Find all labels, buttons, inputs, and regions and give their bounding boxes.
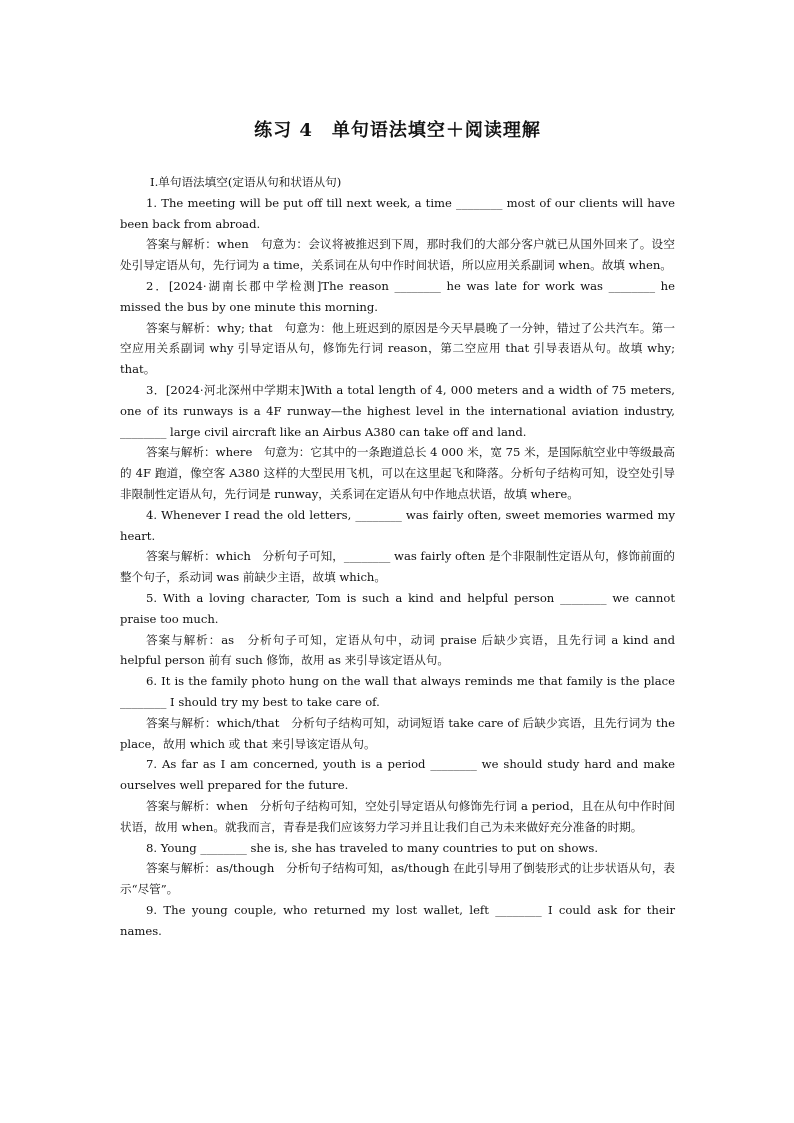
question-7: 7. As far as I am concerned, youth is a period ________ we should study hard and make ourselves well prepared for the future. — [120, 757, 675, 793]
answer-7: 答案与解析：when 分析句子结构可知，空处引导定语从句修饰先行词 a period，且在从句中作时间状语，故用 when。就我而言，青春是我们应该努力学习并且让我们自己为未来做好充分准备的时期。 — [120, 798, 675, 834]
answer-2: 答案与解析：why; that 句意为：他上班迟到的原因是今天早晨晚了一分钟，错过了公共汽车。第一空应用关系副词 why 引导定语从句，修饰先行词 reason，第二空应用 that 引导表语从句。故填 why; that。 — [120, 320, 675, 377]
answer-1: 答案与解析：when 句意为：会议将被推迟到下周，那时我们的大部分客户就已从国外回来了。设空处引导定语从句，先行词为 a time，关系词在从句中作时间状语，所以应用关系副词 when。故填 when。 — [120, 237, 675, 273]
question-9: 9. The young couple, who returned my lost wallet, left ________ I could ask for their names. — [120, 902, 675, 938]
document-page — [120, 118, 675, 941]
question-8: 8. Young ________ she is, she has traveled to many countries to put on shows. — [146, 840, 599, 855]
question-2: 2．[2024·湖南长郡中学检测]The reason ________ he was late for work was ________ he missed the bus by one minute this morning. — [120, 278, 675, 314]
question-list — [120, 193, 675, 942]
question-1: 1. The meeting will be put off till next week, a time ________ most of our clients will have been back from abroad. — [120, 195, 675, 231]
answer-3: 答案与解析：where 句意为：它其中的一条跑道总长 4 000 米，宽 75 米，是国际航空业中等级最高的 4F 跑道，像空客 A380 这样的大型民用飞机，可以在这里起飞和降落。分析句子结构可知，设空处引导非限制性定语从句，先行词是 runway，关系词在定语从句中作地点状语，故填 where。 — [120, 445, 675, 501]
section-heading: Ⅰ.单句语法填空(定语从句和状语从句) — [150, 175, 342, 189]
answer-4: 答案与解析：which 分析句子可知，________ was fairly often 是个非限制性定语从句，修饰前面的整个句子，系动词 was 前缺少主语，故填 which。 — [120, 549, 675, 585]
question-4: 4. Whenever I read the old letters, ________ was fairly often, sweet memories warmed my heart. — [120, 507, 675, 543]
question-3: 3．[2024·河北深州中学期末]With a total length of 4, 000 meters and a width of 75 meters, one of its runways is a 4F runway—the highest level in the international aviation industry, ________ large civil aircraft like an Airbus A380 can take off and land. — [120, 382, 675, 439]
page-title: 练习 4 单句语法填空＋阅读理解 — [254, 120, 541, 141]
answer-6: 答案与解析：which/that 分析句子结构可知，动词短语 take care of 后缺少宾语，且先行词为 the place，故用 which 或 that 来引导该定语从句。 — [120, 715, 675, 751]
answer-8: 答案与解析：as/though 分析句子结构可知，as/though 在此引导用了倒装形式的让步状语从句，表示“尽管”。 — [120, 861, 675, 897]
answer-5: 答案与解析：as 分析句子可知，定语从句中，动词 praise 后缺少宾语，且先行词 a kind and helpful person 前有 such 修饰，故用 as 来引导该定语从句。 — [120, 632, 675, 668]
question-5: 5. With a loving character, Tom is such a kind and helpful person ________ we cannot praise too much. — [120, 590, 675, 626]
question-6: 6. It is the family photo hung on the wall that always reminds me that family is the place ________ I should try my best to take care of. — [120, 674, 675, 709]
